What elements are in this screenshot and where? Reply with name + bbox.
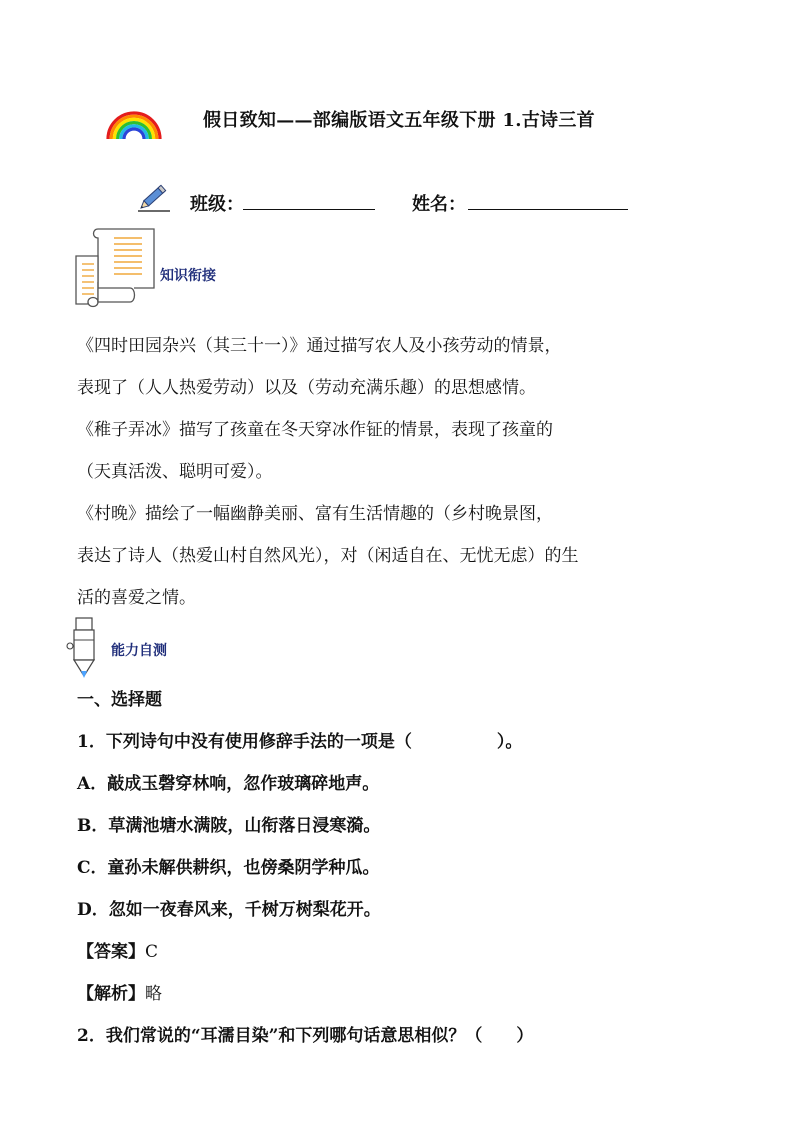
class-input-line[interactable] (243, 209, 375, 210)
analysis-value: 略 (145, 984, 162, 1004)
knowledge-section-label: 知识衔接 (160, 268, 216, 284)
analysis-label: 【解析】 (77, 984, 145, 1004)
name-input-line[interactable] (468, 209, 628, 210)
knowledge-line: 《村晚》描绘了一幅幽静美丽、富有生活情趣的（乡村晚景图， (77, 504, 553, 524)
knowledge-line: 《四时田园杂兴（其三十一）》通过描写农人及小孩劳动的情景， (77, 336, 562, 356)
question-1-option-d[interactable]: D．忽如一夜春风来，千树万树梨花开。 (77, 900, 381, 920)
question-section-heading: 一、选择题 (77, 690, 162, 710)
question-1-option-a[interactable]: A．敲成玉磬穿林响，忽作玻璃碎地声。 (77, 774, 380, 794)
knowledge-line: 活的喜爱之情。 (77, 588, 196, 608)
question-2-stem: 2．我们常说的“耳濡目染”和下列哪句话意思相似？（ ） (77, 1026, 534, 1046)
knowledge-line: 表现了（人人热爱劳动）以及（劳动充满乐趣）的思想感情。 (77, 378, 536, 398)
question-1-analysis (77, 984, 162, 1005)
class-label: 班级： (190, 194, 244, 215)
knowledge-line: 表达了诗人（热爱山村自然风光），对（闲适自在、无忧无虑）的生 (77, 546, 579, 566)
question-1-stem: 1．下列诗句中没有使用修辞手法的一项是（ ）。 (77, 732, 523, 752)
scroll-document-icon (74, 226, 158, 308)
page-title: 假日致知——部编版语文五年级下册 1.古诗三首 (203, 110, 595, 131)
ability-section-label: 能力自测 (111, 643, 167, 659)
knowledge-line: 《稚子弄冰》描写了孩童在冬天穿冰作钲的情景，表现了孩童的 (77, 420, 553, 440)
rainbow-icon (104, 107, 164, 141)
question-1-option-b[interactable]: B．草满池塘水满陂，山衔落日浸寒漪。 (77, 816, 381, 836)
question-1-answer (77, 942, 158, 963)
question-1-option-c[interactable]: C．童孙未解供耕织，也傍桑阴学种瓜。 (77, 858, 380, 878)
knowledge-line: （天真活泼、聪明可爱）。 (77, 462, 273, 482)
name-label: 姓名： (412, 194, 466, 215)
answer-label: 【答案】 (77, 942, 145, 962)
pen-icon (64, 616, 104, 682)
pencil-icon (136, 180, 172, 214)
answer-value: C (145, 942, 159, 962)
